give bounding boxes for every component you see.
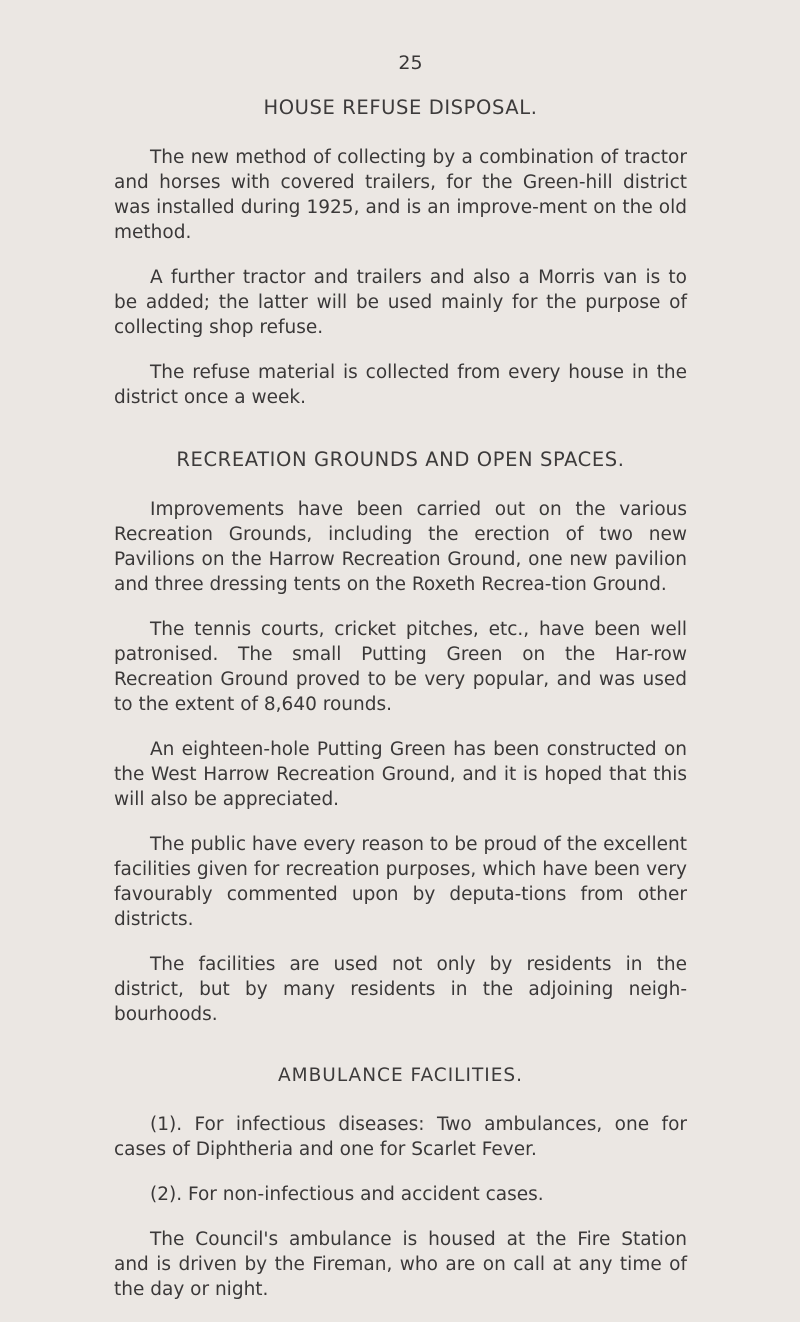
paragraph: The tennis courts, cricket pitches, etc., have been well patronised. The small Putting Green on the Har-row Recreation Ground proved to be very popular, and was used to the extent of 8,640 rounds. xyxy=(114,619,687,715)
paragraph: The public have every reason to be proud of the excellent facilities given for recreation purposes, which have been very favourably commented upon by deputa-tions from other districts. xyxy=(114,834,687,930)
list-item: (2). For non-infectious and accident cases. xyxy=(150,1184,544,1205)
page-number: 25 xyxy=(398,52,423,74)
paragraph: The refuse material is collected from every house in the district once a week. xyxy=(114,362,687,408)
section-recreation-grounds xyxy=(114,448,687,1027)
paragraph: An eighteen-hole Putting Green has been constructed on the West Harrow Recreation Ground, and it is hoped that this will also be appreciated. xyxy=(114,739,687,810)
section-heading-ambulance: AMBULANCE FACILITIES. xyxy=(277,1065,524,1086)
paragraph: The Council's ambulance is housed at the Fire Station and is driven by the Fireman, who are on call at any time of the day or night. xyxy=(114,1229,687,1300)
section-house-refuse-disposal xyxy=(114,96,687,410)
section-ambulance-facilities xyxy=(114,1065,687,1302)
list-item: (1). For infectious diseases: Two ambulances, one for cases of Diphtheria and one for Scarlet Fever. xyxy=(114,1114,687,1160)
section-heading-recreation: RECREATION GROUNDS AND OPEN SPACES. xyxy=(176,448,625,471)
document-page xyxy=(114,52,687,1322)
section-heading-refuse: HOUSE REFUSE DISPOSAL. xyxy=(263,96,538,119)
paragraph: The new method of collecting by a combination of tractor and horses with covered trailers, for the Green-hill district was installed during 1925, and is an improve-ment on the old method. xyxy=(114,147,687,243)
paragraph: Improvements have been carried out on the various Recreation Grounds, including the erection of two new Pavilions on the Harrow Recreation Ground, one new pavilion and three dressing tents on the Roxeth Recrea-tion Ground. xyxy=(114,499,687,595)
paragraph: The facilities are used not only by residents in the district, but by many residents in the adjoining neigh-bourhoods. xyxy=(114,954,687,1025)
paragraph: A further tractor and trailers and also a Morris van is to be added; the latter will be used mainly for the purpose of collecting shop refuse. xyxy=(114,267,687,338)
